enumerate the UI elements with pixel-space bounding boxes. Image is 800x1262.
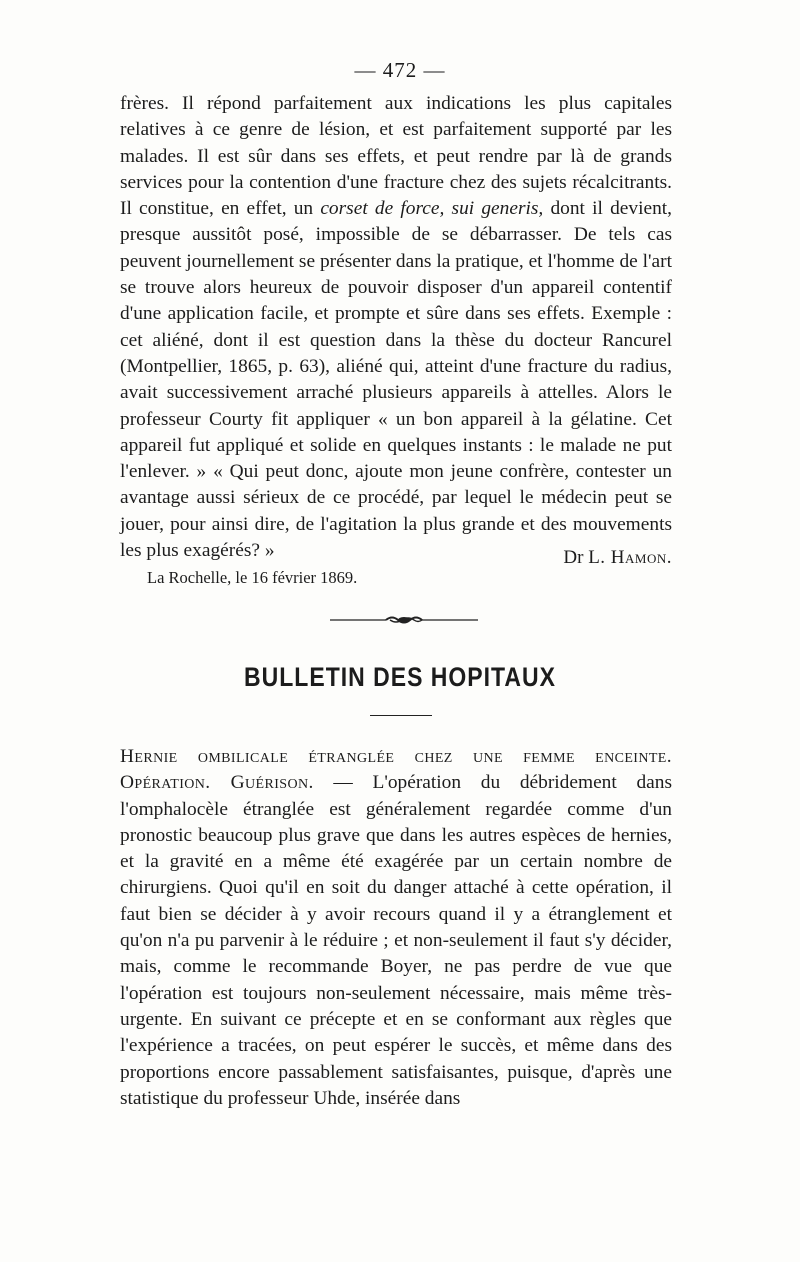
page-number: — 472 —: [354, 58, 446, 82]
title-rule: [370, 715, 432, 716]
ornament-divider-icon: [330, 612, 478, 628]
section-title: BULLETIN DES HOPITAUX: [244, 661, 556, 692]
signature-name: L. Hamon.: [588, 547, 672, 568]
signature-prefix: Dr: [563, 547, 584, 568]
continued-text-2: dont il devient, presque aussitôt posé, impossible de se débarrasser. De tels cas peuvent journellement se présenter dans la pratique, et l'homme de l'art se trouve alors heureux de pouvoir disposer d'un appareil contentif d'une application facile, et prompte et sûre dans ses effets. Exemple : cet aliéné, dont il est question dans la thèse du docteur Rancurel (Montpellier, 1865, p. 63), aliéné qui, atteint d'une fracture du radius, avait successivement arraché plusieurs appareils à attelles. Alors le professeur Courty fit appliquer « un bon appareil à la gélatine. Cet appareil fut appliqué et solide en quelques instants : le malade ne put l'enlever. » « Qui peut donc, ajoute mon jeune confrère, contester un avantage aussi sérieux de ce procédé, par lequel le médecin peut se jouer, pour ainsi dire, de l'agitation la plus grande et des mouvements les plus exagérés? »: [120, 198, 672, 562]
continued-paragraph: [120, 91, 672, 564]
article-heading: Hernie ombilicale étranglée chez une femme enceinte. Opération. Guérison.: [120, 746, 672, 794]
continued-text: frères. Il répond parfaitement aux indications les plus capitales relatives à ce genre de lésion, et est parfaitement supporté par les malades. Il est sûr dans ses effets, et peut rendre par là de grands services pour la contention d'une fracture chez des sujets récalcitrants. Il constitue, en effet, un: [120, 93, 672, 220]
dateline: La Rochelle, le 16 février 1869.: [147, 568, 358, 587]
article-paragraph: [120, 744, 672, 1112]
author-signature: [563, 547, 672, 569]
article-body: — L'opération du débridement dans l'omphalocèle étranglée est généralement regardée comme d'un pronostic beaucoup plus grave que dans les autres espèces de hernies, et la gravité en a même été exagérée par un certain nombre de chirurgiens. Quoi qu'il en soit du danger attaché à cette opération, il faut bien se décider à y avoir recours quand il y a étranglement et qu'on n'a pu parvenir à le réduire ; et non-seulement il faut s'y décider, mais, comme le recommande Boyer, ne pas perdre de vue que l'opération est toujours non-seulement nécessaire, mais même très-urgente. En suivant ce précepte et en se conformant aux règles que l'expérience a tracées, on peut espérer le succès, et même dans des proportions encore passablement satisfaisantes, puisque, d'après une statistique du professeur Uhde, insérée dans: [120, 772, 672, 1109]
continued-italic-phrase: corset de force, sui generis,: [320, 198, 544, 220]
